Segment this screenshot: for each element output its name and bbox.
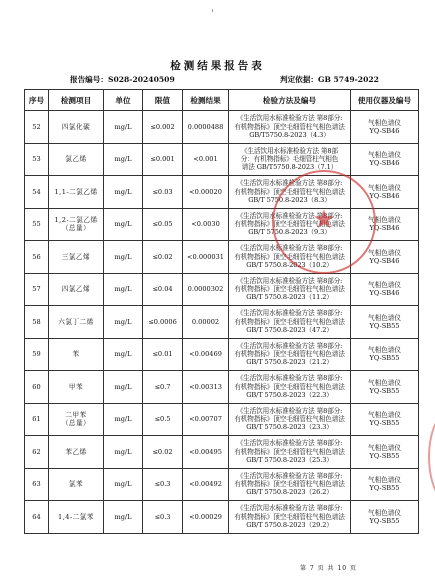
cell-method-line: GB/T 5750.8-2023（47.2）: [246, 325, 333, 334]
cell-instrument: [351, 273, 419, 306]
cell-item: 苯: [49, 338, 104, 371]
table-row: [25, 436, 419, 469]
cell-method: [229, 436, 351, 469]
cell-instrument-line: 气相色谱仪: [368, 183, 401, 192]
table-header-row: [25, 90, 419, 111]
cell-method-line: 《生活饮用水标准检验方法 第8部分:: [236, 341, 343, 350]
cell-method-line: 《生活饮用水标准检验方法 第8部分:: [236, 374, 343, 383]
table-row: [25, 273, 419, 306]
cell-method-line: 《生活饮用水标准检验方法 第8部分:: [236, 114, 343, 123]
cell-method: [229, 338, 351, 371]
cell-instrument-line: YQ-SB46: [369, 289, 400, 298]
cell-unit: mg/L: [104, 208, 143, 241]
cell-result: <0.00029: [183, 501, 229, 534]
cell-no: 63: [25, 468, 49, 501]
cell-method-line: GB/T 5750.8-2023（22.3）: [246, 390, 333, 399]
seal-star-icon: ★: [312, 205, 336, 235]
cell-item-line: 二甲苯: [65, 411, 87, 420]
cell-instrument-line: YQ-SB55: [369, 419, 400, 428]
cell-item: 四氯乙烯: [49, 273, 104, 306]
cell-method-line: 《生活饮用水标准检验方法 第8部: [240, 146, 338, 155]
cell-result: <0.00495: [183, 436, 229, 469]
cell-result: 0.00002: [183, 306, 229, 339]
cell-unit: mg/L: [104, 371, 143, 404]
cell-method-line: 有机物指标》顶空毛细管柱气相色谱法: [234, 252, 345, 261]
cell-no: 55: [25, 208, 49, 241]
cell-limit: ≤0.05: [143, 208, 183, 241]
cell-method-line: GB/T 5750.8-2023（10.2）: [246, 260, 333, 269]
cell-method-line: 有机物指标》顶空毛细管柱气相色谱法: [234, 350, 345, 359]
cell-instrument: [351, 403, 419, 436]
cell-limit: ≤0.3: [143, 468, 183, 501]
cell-limit: ≤0.3: [143, 501, 183, 534]
cell-method-line: 《生活饮用水标准检验方法 第8部分:: [236, 276, 343, 285]
cell-item: 六氯丁二烯: [49, 306, 104, 339]
cell-unit: mg/L: [104, 111, 143, 144]
cell-method-line: GB/T 5750.8-2023（8.3）: [248, 195, 331, 204]
cell-instrument: [351, 436, 419, 469]
cell-instrument-line: YQ-SB46: [369, 224, 400, 233]
cell-method-line: GB/T5750.8-2023（4.3）: [249, 130, 330, 139]
cell-method-line: GB/T 5750.8-2023（29.2）: [246, 520, 333, 529]
cell-instrument: [351, 468, 419, 501]
cell-method-line: GB/T 5750.8-2023（23.3）: [246, 423, 333, 432]
cell-limit: ≤0.0006: [143, 306, 183, 339]
cell-method-line: GB/T 5750.8-2023（11.2）: [246, 293, 333, 302]
cell-instrument: [351, 371, 419, 404]
cell-unit: mg/L: [104, 273, 143, 306]
cell-method-line: 《生活饮用水标准检验方法 第8部分:: [236, 179, 343, 188]
cell-unit: mg/L: [104, 176, 143, 209]
cell-instrument-line: YQ-SB55: [369, 516, 400, 525]
cell-item: [49, 208, 104, 241]
table-row: [25, 501, 419, 534]
results-table: [24, 89, 419, 534]
cell-instrument-line: YQ-SB55: [369, 386, 400, 395]
cell-result: <0.0030: [183, 208, 229, 241]
cell-no: 57: [25, 273, 49, 306]
cell-method-line: 谱法 GB/T5750.8-2023（7.1）: [241, 163, 338, 172]
cell-no: 53: [25, 143, 49, 176]
table-row: [25, 338, 419, 371]
cell-unit: mg/L: [104, 501, 143, 534]
cell-instrument-line: YQ-SB55: [369, 321, 400, 330]
page-title: 检测结果报告表: [170, 60, 265, 72]
header-instrument: 使用仪器及编号: [351, 90, 419, 111]
table-row: [25, 468, 419, 501]
cell-limit: ≤0.04: [143, 273, 183, 306]
cell-result: 0.0000302: [183, 273, 229, 306]
table-row: [25, 111, 419, 144]
cell-instrument: [351, 111, 419, 144]
cell-limit: ≤0.02: [143, 241, 183, 274]
cell-limit: ≤0.03: [143, 176, 183, 209]
cell-instrument-line: 气相色谱仪: [368, 216, 401, 225]
cell-limit: ≤0.7: [143, 371, 183, 404]
cell-unit: mg/L: [104, 241, 143, 274]
cell-unit: mg/L: [104, 143, 143, 176]
cell-instrument-line: 气相色谱仪: [368, 151, 401, 160]
cell-result: <0.00492: [183, 468, 229, 501]
cell-method: [229, 468, 351, 501]
cell-limit: ≤0.5: [143, 403, 183, 436]
cell-instrument-line: YQ-SB55: [369, 484, 400, 493]
cell-instrument-line: 气相色谱仪: [368, 281, 401, 290]
cell-item: 甲苯: [49, 371, 104, 404]
cell-instrument-line: YQ-SB46: [369, 159, 400, 168]
cell-result: <0.000031: [183, 241, 229, 274]
cell-item-line: （总量）: [61, 224, 91, 233]
cell-method-line: 《生活饮用水标准检验方法 第8部分:: [236, 471, 343, 480]
cell-item: 氯苯: [49, 468, 104, 501]
cell-instrument-line: 气相色谱仪: [368, 248, 401, 257]
cell-result: 0.0000488: [183, 111, 229, 144]
cell-instrument-line: YQ-SB46: [369, 191, 400, 200]
cell-no: 59: [25, 338, 49, 371]
cell-method: [229, 371, 351, 404]
cell-item-line: （总量）: [61, 419, 91, 428]
table-row: [25, 403, 419, 436]
cell-item: 苯乙烯: [49, 436, 104, 469]
cell-instrument-line: YQ-SB55: [369, 451, 400, 460]
header-unit: 单位: [104, 90, 143, 111]
header-limit: 限值: [143, 90, 183, 111]
cell-limit: ≤0.01: [143, 338, 183, 371]
cell-instrument: [351, 501, 419, 534]
header-item: 检测项目: [49, 90, 104, 111]
cell-method: [229, 273, 351, 306]
cell-method-line: 有机物指标》顶空毛细管柱气相色谱法: [234, 415, 345, 424]
cell-instrument: [351, 143, 419, 176]
cell-method-line: 有机物指标》顶空毛细管柱气相色谱法: [234, 187, 345, 196]
cell-method: [229, 501, 351, 534]
cell-instrument-line: 气相色谱仪: [368, 378, 401, 387]
cell-item: 1,1-二氯乙烯: [49, 176, 104, 209]
cell-method: [229, 111, 351, 144]
header-no: 序号: [25, 90, 49, 111]
page-footer: 第 7 页 共 10 页: [300, 565, 357, 572]
cell-method-line: 《生活饮用水标准检验方法 第8部分:: [236, 244, 343, 253]
cell-method: [229, 306, 351, 339]
cell-method-line: GB/T 5750.8-2023（25.3）: [246, 455, 333, 464]
cell-method-line: 有机物指标》顶空毛细管柱气相色谱法: [234, 317, 345, 326]
cell-limit: ≤0.001: [143, 143, 183, 176]
cell-method-line: 有机物指标》顶空毛细管柱气相色谱法: [234, 512, 345, 521]
cell-limit: ≤0.002: [143, 111, 183, 144]
cell-unit: mg/L: [104, 306, 143, 339]
cell-no: 52: [25, 111, 49, 144]
cell-item: [49, 403, 104, 436]
cell-method-line: 《生活饮用水标准检验方法 第8部分:: [236, 504, 343, 513]
judgment-basis: 判定依据：GB 5749-2022: [280, 75, 379, 84]
cell-no: 60: [25, 371, 49, 404]
table-row: [25, 371, 419, 404]
cell-no: 64: [25, 501, 49, 534]
cell-item: 氯乙烯: [49, 143, 104, 176]
cell-item: 四氯化碳: [49, 111, 104, 144]
official-seal-icon: [272, 170, 376, 274]
cell-method: [229, 403, 351, 436]
cell-no: 54: [25, 176, 49, 209]
cell-method-line: 有机物指标》顶空毛细管柱气相色谱法: [234, 480, 345, 489]
cell-instrument-line: 气相色谱仪: [368, 118, 401, 127]
cell-instrument: [351, 306, 419, 339]
cell-unit: mg/L: [104, 403, 143, 436]
cell-method-line: 有机物指标》顶空毛细管柱气相色谱法: [234, 447, 345, 456]
cell-method-line: GB/T 5750.8-2023（9.3）: [248, 228, 331, 237]
cell-no: 62: [25, 436, 49, 469]
cell-no: 56: [25, 241, 49, 274]
cell-instrument-line: YQ-SB46: [369, 126, 400, 135]
report-meta: [0, 74, 435, 86]
cell-method-line: 有机物指标》顶空毛细管柱气相色谱法: [234, 220, 345, 229]
cell-instrument-line: 气相色谱仪: [368, 508, 401, 517]
cell-instrument-line: YQ-SB55: [369, 354, 400, 363]
header-method: 检验方法及编号: [229, 90, 351, 111]
page-edge-seal-icon: [428, 410, 435, 504]
cell-method-line: 《生活饮用水标准检验方法 第8部分:: [236, 406, 343, 415]
cell-method-line: GB/T 5750.8-2023（21.2）: [246, 358, 333, 367]
cell-instrument-line: 气相色谱仪: [368, 346, 401, 355]
cell-instrument-line: YQ-SB46: [369, 256, 400, 265]
cell-item: 1,4-二氯苯: [49, 501, 104, 534]
cell-instrument: [351, 338, 419, 371]
cell-method-line: 有机物指标》顶空毛细管柱气相色谱法: [234, 382, 345, 391]
cell-instrument-line: 气相色谱仪: [368, 411, 401, 420]
cell-instrument-line: 气相色谱仪: [368, 443, 401, 452]
cell-unit: mg/L: [104, 468, 143, 501]
cell-unit: mg/L: [104, 436, 143, 469]
cell-unit: mg/L: [104, 338, 143, 371]
cell-result: <0.001: [183, 143, 229, 176]
table-row: [25, 306, 419, 339]
cell-instrument-line: 气相色谱仪: [368, 476, 401, 485]
cell-result: <0.00313: [183, 371, 229, 404]
cell-method-line: GB/T 5750.8-2023（26.2）: [246, 488, 333, 497]
cell-method-line: 有机物指标》顶空毛细管柱气相色谱法: [234, 122, 345, 131]
cell-item: 三氯乙烯: [49, 241, 104, 274]
cell-method-line: 有机物指标》顶空毛细管柱气相色谱法: [234, 285, 345, 294]
cell-method-line: 《生活饮用水标准检验方法 第8部分:: [236, 211, 343, 220]
cell-item-line: 1,2-二氯乙烯: [54, 216, 98, 225]
cell-instrument-line: 气相色谱仪: [368, 313, 401, 322]
cell-method-line: 《生活饮用水标准检验方法 第8部分:: [236, 309, 343, 318]
cell-result: <0.00707: [183, 403, 229, 436]
header-result: 检测结果: [183, 90, 229, 111]
cell-no: 61: [25, 403, 49, 436]
cell-result: <0.00469: [183, 338, 229, 371]
report-number: 报告编号：S028-20240509: [70, 75, 175, 84]
cell-result: <0.00020: [183, 176, 229, 209]
scan-mark: [212, 9, 213, 12]
cell-method-line: 分：有机物指标》毛细管柱气相色: [240, 155, 339, 164]
cell-no: 58: [25, 306, 49, 339]
cell-limit: ≤0.02: [143, 436, 183, 469]
cell-method-line: 《生活饮用水标准检验方法 第8部分:: [236, 439, 343, 448]
table-row: [25, 143, 419, 176]
